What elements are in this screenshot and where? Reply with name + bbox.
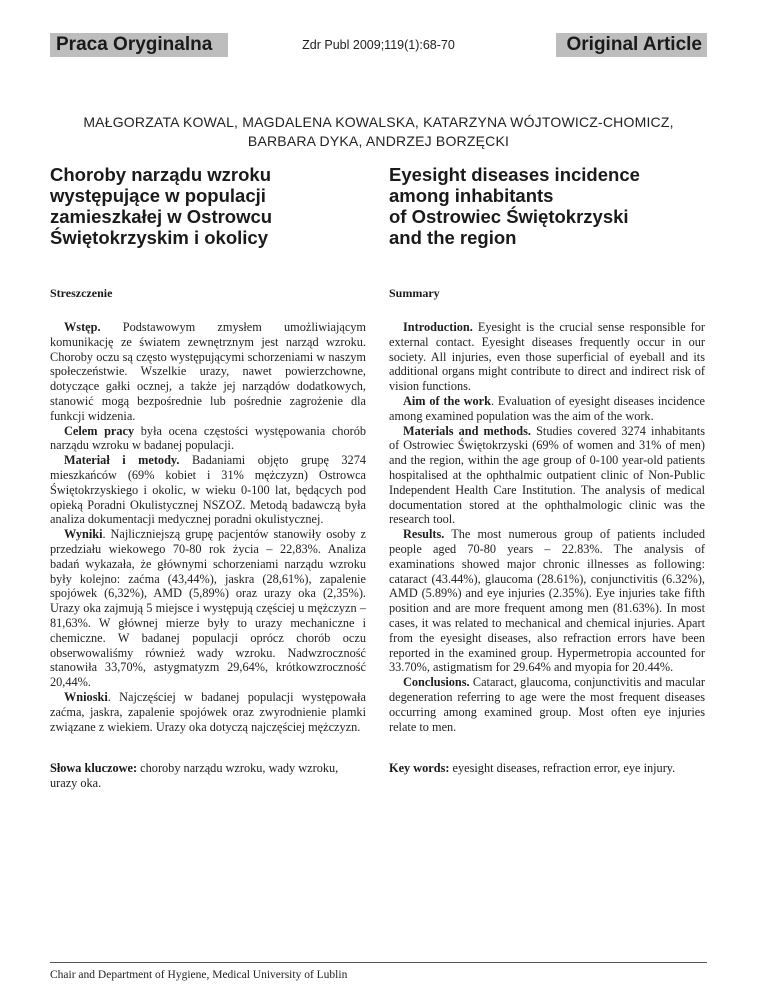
paragraph-label: Results. [403, 527, 445, 542]
section-tag-english: Original Article [556, 33, 707, 57]
paragraph-label: Conclusions. [403, 675, 470, 690]
paragraph-text: Badaniami objęto grupę 3274 mieszkańców (69% kobiet i 31% mężczyzn) Ostrowca Świętokrzyskiego i okolic, w wieku 0-100 lat, będących pod opieką Poradni Okulistycznej NSZOZ. Metodą badawczą była analiza dokumentacji medycznej poradni okulistycznej. [50, 453, 366, 527]
abstract-paragraph-conclusions [389, 675, 705, 734]
paragraph-text: była ocena częstości występowania chorób narządu wzroku w badanej populacji. [50, 423, 366, 453]
keywords-label: Słowa kluczowe: [50, 761, 138, 775]
author-line: BARBARA DYKA, ANDRZEJ BORZĘCKI [247, 133, 510, 149]
paragraph-label: Wstęp. [64, 320, 101, 334]
abstract-paragraph-aim [389, 394, 705, 424]
paragraph-text: . Evaluation of eyesight diseases incidence among examined population was the aim of the work. [389, 393, 705, 423]
abstract-paragraph-conclusions [50, 690, 366, 734]
abstract-paragraph-intro [50, 320, 366, 424]
title-line: występujące w populacji [50, 185, 266, 206]
paragraph-text: . Najliczniejszą grupę pacjentów stanowiły osoby z przedziału wiekowego 70-80 rok życia – 22,83%. Analiza badań wykazała, że głównymi schorzeniami narządu wzroku były kolejno: zaćma (43,44%), jaskra (28,61%), zapalenie spojówek (6,32%), AMD (5,89%) oraz urazy oka (2,35%). Urazy oka zajmują 5 miejsce i występują częściej u mężczyzn – 81,63%. W głównej mierze były to urazy mechaniczne i chemiczne. W badanej populacji oprócz chorób oczu obserwowaliśmy również wady wzroku. Nadwzroczność stanowiła 33,70%, astygmatyzm 29,64%, krótkowzroczność 20,44%. [50, 527, 366, 690]
title-line: of Ostrowiec Świętokrzyski [389, 206, 629, 227]
article-title-polish [50, 164, 310, 248]
paragraph-text: . Najczęściej w badanej populacji występowała zaćma, jaskra, zapalenie spojówek oraz zwyrodnienie plamki związane z wiekiem. Urazy oka dotyczą najczęściej mężczyzn. [50, 689, 366, 734]
keywords-text: eyesight diseases, refraction error, eye injury. [449, 761, 676, 775]
abstract-paragraph-results [50, 527, 366, 690]
paragraph-label: Aim of the work [403, 393, 491, 408]
section-tag-polish: Praca Oryginalna [50, 33, 228, 57]
author-list [50, 113, 707, 151]
page-header [50, 33, 707, 57]
title-line: among inhabitants [389, 185, 554, 206]
keywords-text: choroby narządu wzroku, wady wzroku, urazy oka. [50, 761, 339, 790]
abstract-paragraph-intro [389, 320, 705, 394]
footer-divider [50, 962, 707, 963]
abstract-heading-polish: Streszczenie [50, 286, 113, 300]
abstract-heading-english: Summary [389, 286, 440, 300]
keywords-label: Key words: [389, 761, 450, 775]
paragraph-label: Materiał i metody. [64, 453, 180, 468]
title-line: Świętokrzyskim i okolicy [50, 227, 268, 248]
author-line: MAŁGORZATA KOWAL, MAGDALENA KOWALSKA, KATARZYNA WÓJTOWICZ-CHOMICZ, [83, 114, 674, 130]
keywords-english [389, 761, 705, 776]
paragraph-label: Introduction. [403, 320, 473, 334]
author-affiliation: Chair and Department of Hygiene, Medical University of Lublin [50, 969, 348, 981]
paragraph-text: Studies covered 3274 inhabitants of Ostrowiec Świętokrzyski (69% of women and 31% of men) and the region, within the age group of 0-100 year-old patients hospitalised at the ophthalmic outpatient clinic of Non-Public Independent Health Care Institution. The analysis of medical documentation stored at the ophthalmologic clinic was the research tool. [389, 423, 705, 527]
paragraph-text: The most numerous group of patients included people aged 70-80 years – 22.83%. The analysis of examinations showed major chronic illnesses as following: cataract (43.44%), glaucoma (28.61%), conjunctivitis (6.32%), AMD (5.89%) and eye injuries (2.35%). Eye injuries take fifth position and are more frequent among men (81.63%). In most cases, it was related to mechanical and chemical injuries. Apart from the eyesight diseases, also refraction errors have been reported in the examined group. Hypermetropia accounted for 33.70%, astigmatism for 29.64% and myopia for 20.44%. [389, 527, 705, 675]
paragraph-text: Eyesight is the crucial sense responsible for external contact. Eyesight diseases frequently occur in our society. All injuries, even those superficial of eyeball and its additional organs might contribute to direct and indirect risk of vision functions. [389, 320, 705, 394]
title-line: Eyesight diseases incidence [389, 164, 640, 185]
abstract-body-polish [50, 320, 366, 734]
title-line: zamieszkałej w Ostrowcu [50, 206, 273, 227]
paragraph-label: Celem pracy [64, 423, 135, 438]
abstract-paragraph-methods [50, 453, 366, 527]
paragraph-text: Cataract, glaucoma, conjunctivitis and macular degeneration referring to age were the most frequent diseases occurring among examined group. Most often eye injuries relate to men. [389, 675, 705, 734]
paragraph-label: Materials and methods. [403, 423, 531, 438]
paragraph-label: Wnioski [64, 689, 108, 704]
keywords-polish [50, 761, 366, 791]
paragraph-label: Wyniki [64, 527, 103, 542]
title-line: and the region [389, 227, 517, 248]
abstract-paragraph-methods [389, 424, 705, 528]
article-title-english [389, 164, 689, 248]
journal-citation: Zdr Publ 2009;119(1):68-70 [302, 38, 455, 52]
abstract-paragraph-results [389, 527, 705, 675]
abstract-paragraph-aim [50, 424, 366, 454]
abstract-body-english [389, 320, 705, 734]
paragraph-text: Podstawowym zmysłem umożliwiającym komunikację ze światem zewnętrznym jest narząd wzroku. Choroby oczu są często występującymi schorzeniami w naszym społeczeństwie. Wszelkie urazy, nawet powierzchowne, dotyczące gałki ocznej, a także jej narządów dodatkowych, stanowić mogą bezpośrednie lub pośrednie zagrożenie dla funkcji widzenia. [50, 320, 366, 423]
title-line: Choroby narządu wzroku [50, 164, 271, 185]
